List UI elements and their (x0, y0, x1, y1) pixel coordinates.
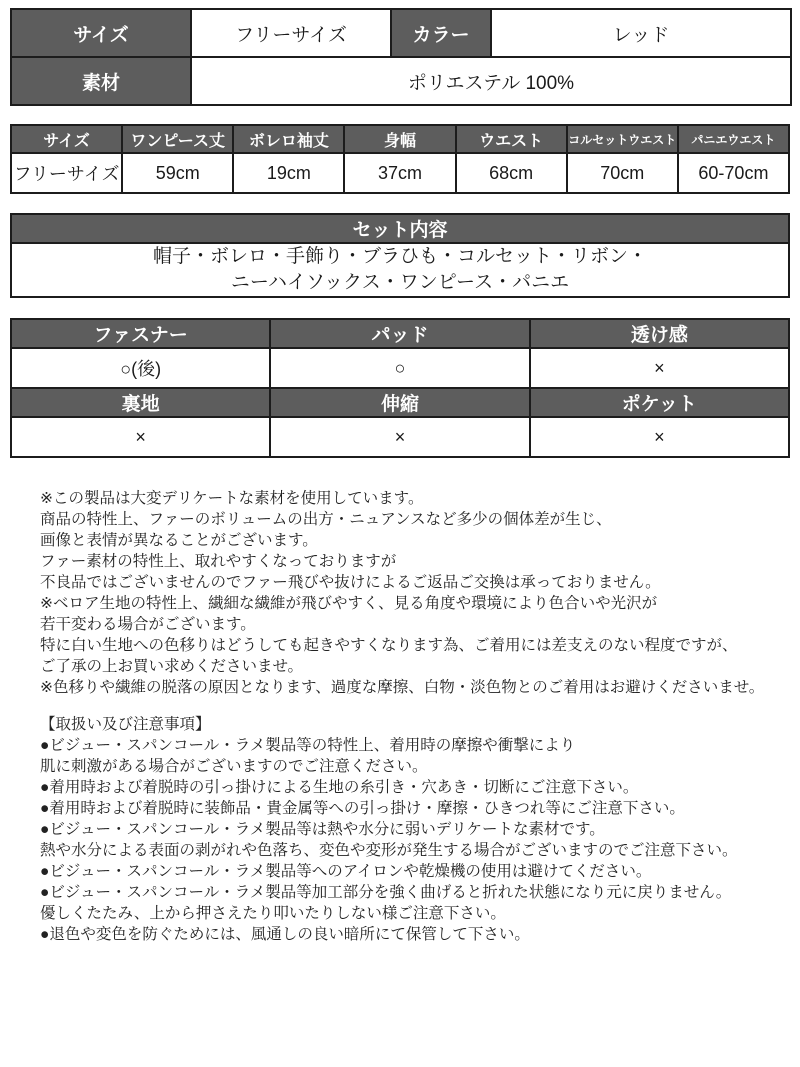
measurement-value: 59cm (122, 153, 233, 193)
feature-header: パッド (270, 319, 529, 348)
measurement-header: ワンピース丈 (122, 125, 233, 153)
set-contents-line-1: 帽子・ボレロ・手飾り・ブラひも・コルセット・リボン・ (152, 246, 647, 267)
note-line: ●ビジュー・スパンコール・ラメ製品等へのアイロンや乾燥機の使用は避けてください。 (40, 863, 652, 880)
note-line: 優しくたたみ、上から押さえたり叩いたりしない様ご注意下さい。 (40, 905, 506, 922)
material-notes (10, 488, 790, 698)
set-contents-value (11, 243, 789, 297)
feature-header: 透け感 (530, 319, 789, 348)
note-line: ●ビジュー・スパンコール・ラメ製品等の特性上、着用時の摩擦や衝撃により (40, 737, 576, 754)
set-contents-body-row (11, 243, 789, 297)
measurements-value-row (11, 153, 789, 193)
measurement-header: コルセットウエスト (567, 125, 678, 153)
spec-row-material (11, 57, 791, 105)
size-value: フリーサイズ (191, 9, 391, 57)
spec-row-size-color (11, 9, 791, 57)
measurement-value: 70cm (567, 153, 678, 193)
feature-value: × (530, 348, 789, 388)
measurement-header: 身幅 (344, 125, 455, 153)
note-line: ※ベロア生地の特性上、繊細な繊維が飛びやすく、見る角度や環境により色合いや光沢が (40, 595, 658, 612)
note-line: ●退色や変色を防ぐためには、風通しの良い暗所にて保管して下さい。 (40, 926, 530, 943)
handling-notes (10, 714, 790, 945)
set-contents-line-2: ニーハイソックス・ワンピース・パニエ (230, 272, 570, 293)
feature-header: ポケット (530, 388, 789, 417)
measurement-header: サイズ (11, 125, 122, 153)
set-contents-header-row (11, 214, 789, 243)
note-line: 特に白い生地への色移りはどうしても起きやすくなります為、ご着用には差支えのない程度ですが、 (40, 637, 738, 654)
note-line: 肌に刺激がある場合がございますのでご注意ください。 (40, 758, 428, 775)
features-value-row-1 (11, 348, 789, 388)
note-line: 商品の特性上、ファーのボリュームの出方・ニュアンスなど多少の個体差が生じ、 (40, 511, 612, 528)
feature-header: 伸縮 (270, 388, 529, 417)
note-line: 若干変わる場合がございます。 (40, 616, 256, 633)
material-value: ポリエステル 100% (191, 57, 791, 105)
color-label: カラー (391, 9, 491, 57)
notes-gap (10, 698, 790, 714)
spec-table (10, 8, 792, 106)
feature-value: ○ (270, 348, 529, 388)
features-header-row-1 (11, 319, 789, 348)
feature-value: × (11, 417, 270, 457)
note-line: ●ビジュー・スパンコール・ラメ製品等は熱や水分に弱いデリケートな素材です。 (40, 821, 605, 838)
handling-notes-title: 【取扱い及び注意事項】 (40, 716, 211, 733)
measurements-header-row (11, 125, 789, 153)
measurement-value: 68cm (456, 153, 567, 193)
note-line: ※色移りや繊維の脱落の原因となります、過度な摩擦、白物・淡色物とのご着用はお避けくださいませ。 (40, 679, 765, 696)
measurement-value: 60-70cm (678, 153, 789, 193)
features-table (10, 318, 790, 458)
set-contents-title: セット内容 (11, 214, 789, 243)
measurement-header: ボレロ袖丈 (233, 125, 344, 153)
note-line: ファー素材の特性上、取れやすくなっておりますが (40, 553, 397, 570)
material-label: 素材 (11, 57, 191, 105)
note-line: ●着用時および着脱時の引っ掛けによる生地の糸引き・穴あき・切断にご注意下さい。 (40, 779, 639, 796)
handling-notes-list (40, 735, 782, 945)
measurement-header: ウエスト (456, 125, 567, 153)
measurement-value: フリーサイズ (11, 153, 122, 193)
note-line: ●ビジュー・スパンコール・ラメ製品等加工部分を強く曲げると折れた状態になり元に戻りません。 (40, 884, 732, 901)
note-line: 不良品ではございませんのでファー飛びや抜けによるご返品ご交換は承っておりません。 (40, 574, 661, 591)
color-value: レッド (491, 9, 791, 57)
measurement-header: パニエウエスト (678, 125, 789, 153)
size-label: サイズ (11, 9, 191, 57)
feature-value: × (530, 417, 789, 457)
measurements-table (10, 124, 790, 194)
features-value-row-2 (11, 417, 789, 457)
note-line: ご了承の上お買い求めくださいませ。 (40, 658, 304, 675)
features-header-row-2 (11, 388, 789, 417)
feature-header: ファスナー (11, 319, 270, 348)
feature-header: 裏地 (11, 388, 270, 417)
note-line: ※この製品は大変デリケートな素材を使用しています。 (40, 490, 424, 507)
note-line: 熱や水分による表面の剥がれや色落ち、変色や変形が発生する場合がございますのでご注意下さい。 (40, 842, 738, 859)
note-line: 画像と表情が異なることがございます。 (40, 532, 318, 549)
measurement-value: 37cm (344, 153, 455, 193)
note-line: ●着用時および着脱時に装飾品・貴金属等への引っ掛け・摩擦・ひきつれ等にご注意下さい。 (40, 800, 685, 817)
measurement-value: 19cm (233, 153, 344, 193)
set-contents-table (10, 213, 790, 298)
feature-value: ○(後) (11, 348, 270, 388)
feature-value: × (270, 417, 529, 457)
